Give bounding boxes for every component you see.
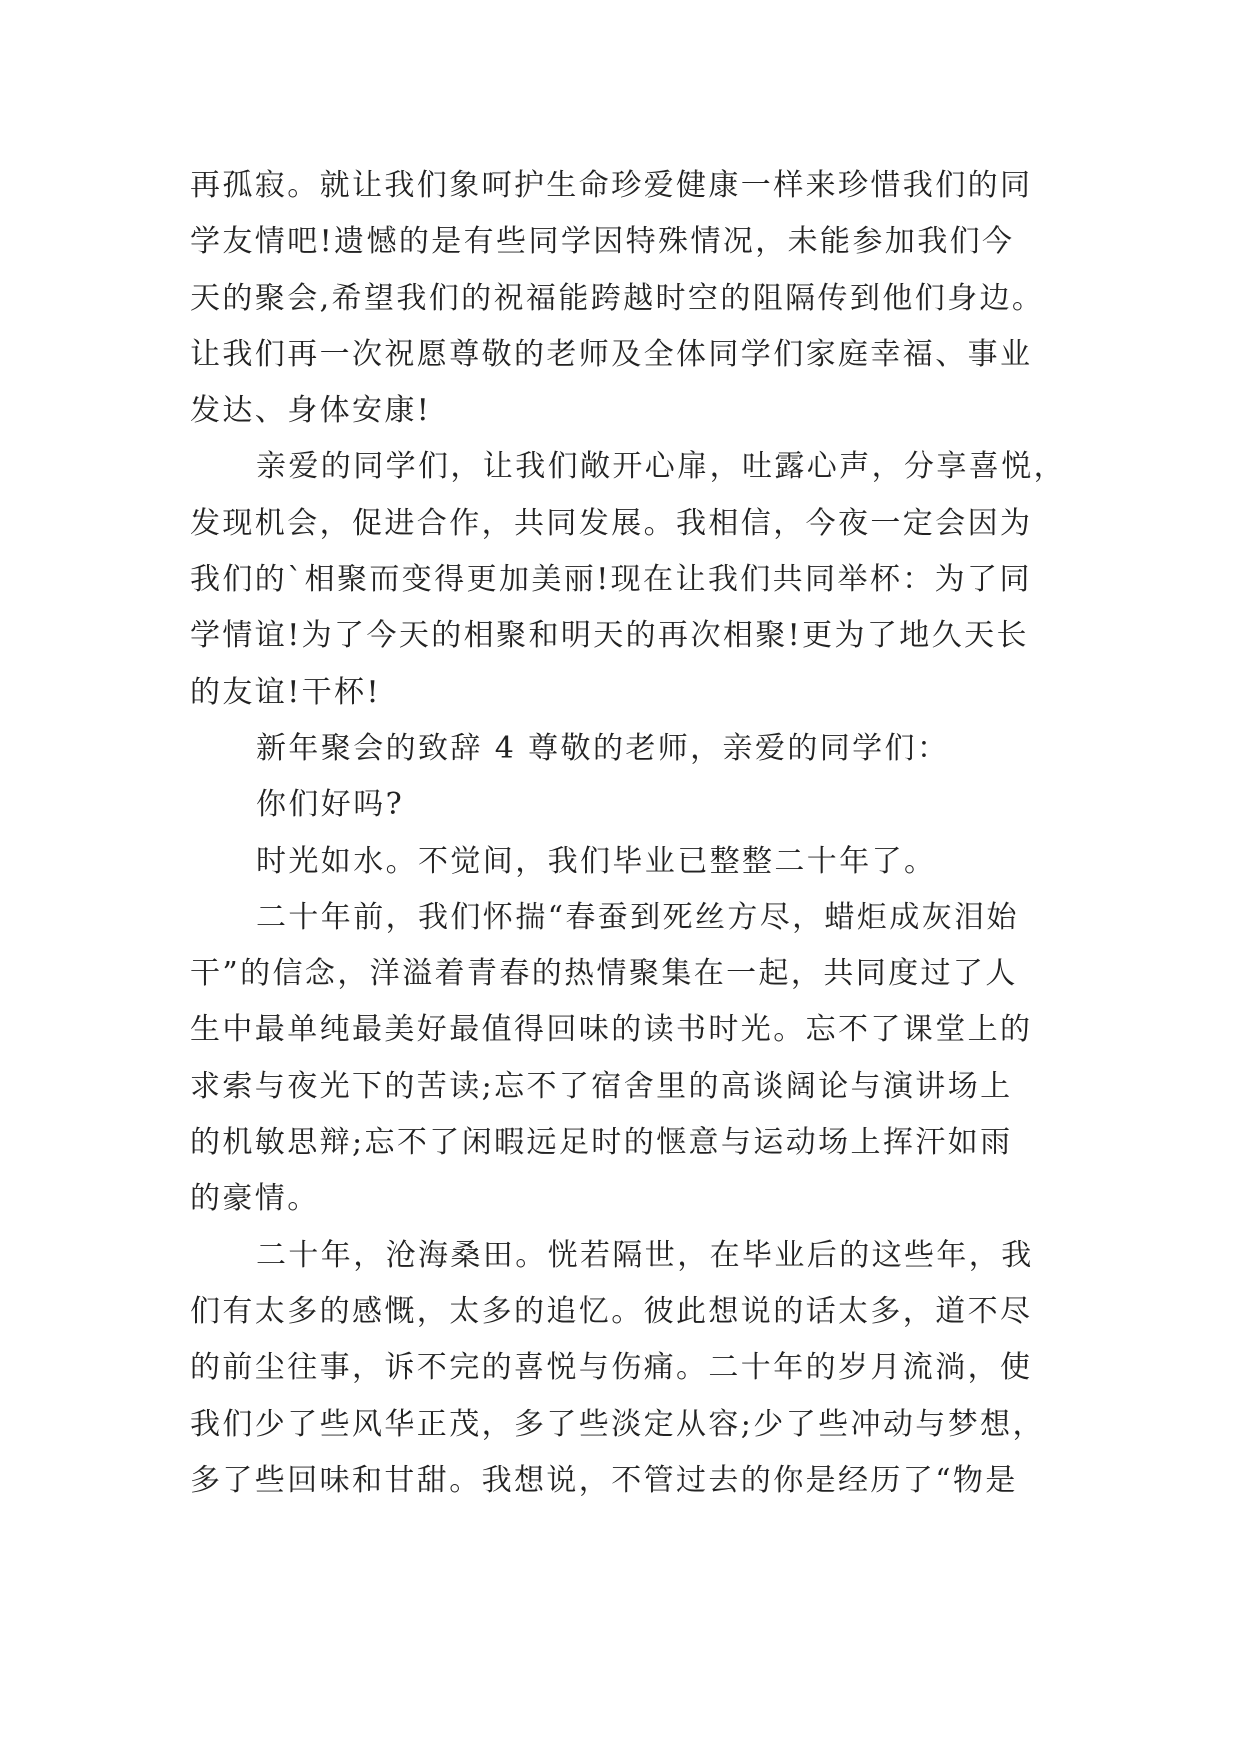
text-line-7: 发现机会，促进合作，共同发展。我相信，今夜一定会因为 — [190, 505, 1033, 541]
text-line-12: 你们好吗? — [256, 787, 405, 823]
text-line-22: 的前尘往事，诉不完的喜悦与伤痛。二十年的岁月流淌，使 — [190, 1350, 1033, 1386]
text-line-15: 干”的信念，洋溢着青春的热情聚集在一起，共同度过了人 — [190, 956, 1018, 992]
text-line-20: 二十年，沧海桑田。恍若隔世，在毕业后的这些年，我 — [256, 1237, 1034, 1273]
text-line-23: 我们少了些风华正茂，多了些淡定从容;少了些冲动与梦想， — [190, 1406, 1045, 1442]
text-line-14: 二十年前，我们怀揣“春蚕到死丝方尽，蜡炬成灰泪始 — [256, 899, 1019, 935]
text-line-16: 生中最单纯最美好最值得回味的读书时光。忘不了课堂上的 — [190, 1012, 1033, 1048]
text-line-10: 的友谊!干杯! — [190, 674, 381, 710]
text-line-9: 学情谊!为了今天的相聚和明天的再次相聚!更为了地久天长 — [190, 618, 1029, 654]
text-line-8: 我们的`相聚而变得更加美丽!现在让我们共同举杯：为了同 — [190, 562, 1032, 598]
text-line-6: 亲爱的同学们，让我们敞开心扉，吐露心声，分享喜悦， — [256, 449, 1066, 485]
text-line-21: 们有太多的感慨，太多的追忆。彼此想说的话太多，道不尽 — [190, 1293, 1033, 1329]
text-line-19: 的豪情。 — [190, 1181, 320, 1217]
text-line-24: 多了些回味和甘甜。我想说，不管过去的你是经历了“物是 — [190, 1462, 1018, 1498]
text-line-5: 发达、身体安康! — [190, 393, 432, 429]
document-body — [190, 158, 1090, 1509]
text-line-11: 新年聚会的致辞 4 尊敬的老师，亲爱的同学们： — [256, 730, 950, 766]
text-line-3: 天的聚会,希望我们的祝福能跨越时空的阻隔传到他们身边。 — [190, 280, 1045, 316]
text-line-4: 让我们再一次祝愿尊敬的老师及全体同学们家庭幸福、事业 — [190, 336, 1033, 372]
text-line-13: 时光如水。不觉间，我们毕业已整整二十年了。 — [256, 843, 937, 879]
text-line-17: 求索与夜光下的苦读;忘不了宿舍里的高谈阔论与演讲场上 — [190, 1068, 1013, 1104]
text-line-1: 再孤寂。就让我们象呵护生命珍爱健康一样来珍惜我们的同 — [190, 168, 1033, 203]
text-line-18: 的机敏思辩;忘不了闲暇远足时的惬意与运动场上挥汗如雨 — [190, 1125, 1013, 1161]
text-line-2: 学友情吧!遗憾的是有些同学因特殊情况，未能参加我们今 — [190, 224, 1015, 260]
